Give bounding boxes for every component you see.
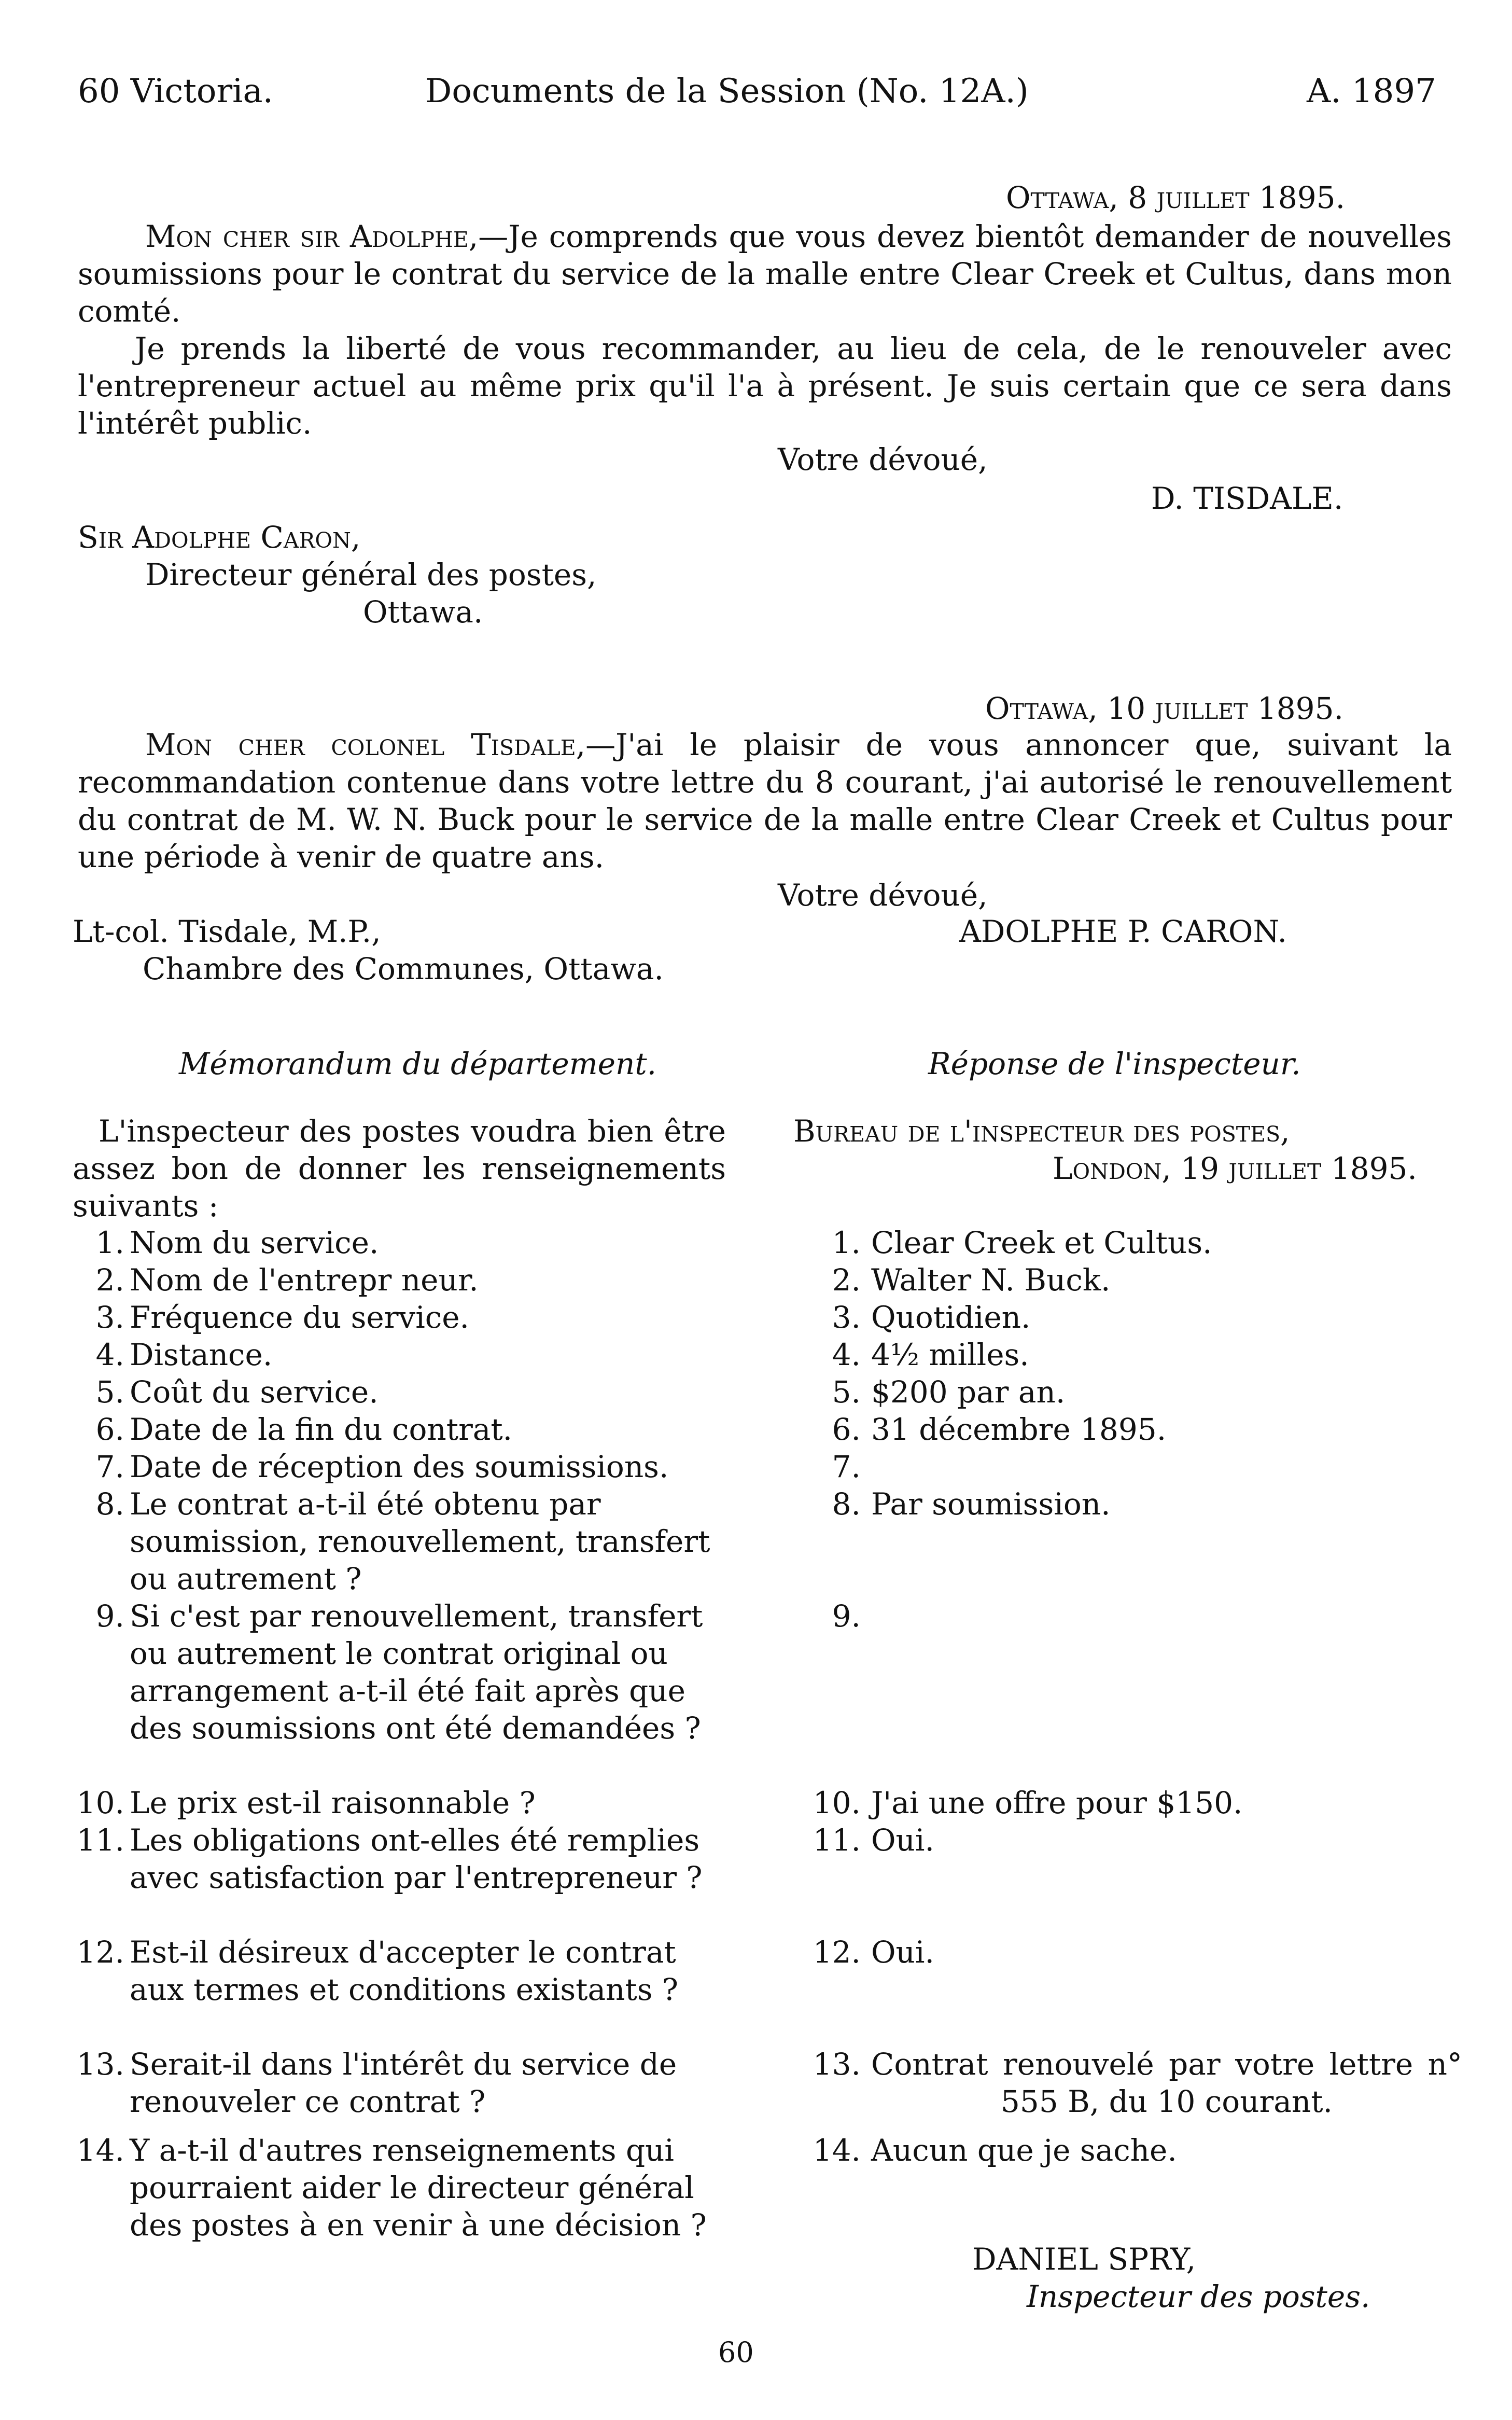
letter2-signature: ADOLPHE P. CARON. bbox=[959, 914, 1287, 949]
answer-text: Walter N. Buck. bbox=[871, 1262, 1111, 1298]
header-center: Documents de la Session (No. 12A.) bbox=[425, 72, 1029, 110]
answer-text: Quotidien. bbox=[871, 1300, 1031, 1335]
answer-text: 4½ milles. bbox=[871, 1337, 1029, 1372]
header-right: A. 1897 bbox=[1307, 72, 1436, 110]
letter2-place-date: Ottawa, 10 juillet 1895. bbox=[985, 691, 1343, 726]
answer-number: 7. bbox=[832, 1449, 861, 1484]
letter2-para1: —J'ai le plaisir de vous annoncer que, suivant la recommandation contenue dans votre lettre du 8 courant, j'ai autorisé le renouvellement du contrat de M. W. N. Buck pour le service de la malle entre Clear Creek et Cultus pour une période à venir de quatre ans. bbox=[78, 727, 1452, 874]
question-text: Nom de l'entrepr neur. bbox=[130, 1262, 479, 1298]
letter1-place-date: Ottawa, 8 juillet 1895. bbox=[1006, 180, 1346, 215]
answer-number: 14. bbox=[813, 2133, 861, 2168]
answer-text: Clear Creek et Cultus. bbox=[871, 1225, 1212, 1260]
letter1-paragraph-2: Je prends la liberté de vous recommander, au lieu de cela, de le renouveler avec l'entrepreneur actuel au même prix qu'il l'a à présent. Je suis certain que ce sera dans l'intérêt public. bbox=[78, 331, 1452, 441]
memo-right-heading: Réponse de l'inspecteur. bbox=[928, 1046, 1301, 1081]
question-text: Serait-il dans l'intérêt du service de renouveler ce contrat ? bbox=[130, 2047, 677, 2119]
question-number: 1. bbox=[95, 1225, 124, 1260]
question-number: 10. bbox=[76, 1785, 124, 1820]
answer-text: Oui. bbox=[871, 1823, 934, 1858]
letter1-paragraph-1 bbox=[78, 218, 1452, 330]
question-number: 14. bbox=[76, 2133, 124, 2168]
answer-text: $200 par an. bbox=[871, 1374, 1066, 1410]
question-number: 7. bbox=[95, 1449, 124, 1484]
question-number: 4. bbox=[95, 1337, 124, 1372]
question-text: Date de la fin du contrat. bbox=[130, 1412, 513, 1447]
letter1-recipient-name: Sir Adolphe Caron, bbox=[78, 520, 361, 555]
inspector-signature-title: Inspecteur des postes. bbox=[1027, 2279, 1370, 2314]
letter2-paragraph-1 bbox=[78, 726, 1452, 875]
letter1-recipient-city: Ottawa. bbox=[363, 594, 483, 630]
question-text: Est-il désireux d'accepter le contrat aux termes et conditions existants ? bbox=[130, 1935, 678, 2007]
letter1-signature: D. TISDALE. bbox=[1151, 481, 1343, 516]
question-number: 9. bbox=[95, 1598, 124, 1634]
inspector-office-date: London, 19 juillet 1895. bbox=[1053, 1151, 1417, 1186]
memo-left-heading: Mémorandum du département. bbox=[179, 1046, 657, 1081]
answer-number: 11. bbox=[813, 1823, 861, 1858]
answer-number: 3. bbox=[832, 1300, 861, 1335]
question-number: 2. bbox=[95, 1262, 124, 1298]
answer-text: Contrat renouvelé par votre lettre n° 555 B, du 10 courant. bbox=[871, 2047, 1462, 2119]
question-number: 6. bbox=[95, 1412, 124, 1447]
answer-number: 4. bbox=[832, 1337, 861, 1372]
answer-text: Aucun que je sache. bbox=[871, 2133, 1177, 2168]
answer-text: J'ai une offre pour $150. bbox=[871, 1785, 1243, 1820]
question-text: Le contrat a-t-il été obtenu par soumission, renouvellement, transfert ou autrement ? bbox=[130, 1486, 710, 1596]
letter2-recipient-name bbox=[73, 913, 381, 950]
answer-number: 1. bbox=[832, 1225, 861, 1260]
question-text: Date de réception des soumissions. bbox=[130, 1449, 669, 1484]
answer-number: 10. bbox=[813, 1785, 861, 1820]
question-number: 12. bbox=[76, 1935, 124, 1970]
letter1-closing: Votre dévoué, bbox=[778, 442, 988, 477]
question-number: 8. bbox=[95, 1486, 124, 1522]
letter2-closing: Votre dévoué, bbox=[778, 878, 988, 913]
answer-number: 6. bbox=[832, 1412, 861, 1447]
question-number: 3. bbox=[95, 1300, 124, 1335]
answer-text: Par soumission. bbox=[871, 1486, 1111, 1522]
letter1-para1: —Je comprends que vous devez bientôt demander de nouvelles soumissions pour le contrat du service de la malle entre Clear Creek et Cultus, dans mon comté. bbox=[78, 219, 1452, 329]
inspector-signature: DANIEL SPRY, bbox=[972, 2242, 1196, 2277]
letter1-salutation: Mon cher sir Adolphe, bbox=[145, 219, 479, 254]
question-text: Distance. bbox=[130, 1337, 273, 1372]
memo-intro: L'inspecteur des postes voudra bien être assez bon de donner les renseignements suivants : bbox=[73, 1114, 726, 1223]
question-text: Si c'est par renouvellement, transfert ou autrement le contrat original ou arrangement a-t-il été fait après que des soumissions ont été demandées ? bbox=[130, 1598, 703, 1746]
question-text: Le prix est-il raisonnable ? bbox=[130, 1785, 536, 1820]
letter2-salutation: Mon cher colonel Tisdale, bbox=[145, 727, 586, 762]
answer-text: 31 décembre 1895. bbox=[871, 1412, 1167, 1447]
header-left: 60 Victoria. bbox=[78, 72, 273, 110]
answer-number: 12. bbox=[813, 1935, 861, 1970]
question-text: Fréquence du service. bbox=[130, 1300, 469, 1335]
answer-number: 9. bbox=[832, 1598, 861, 1634]
question-number: 5. bbox=[95, 1374, 124, 1410]
question-number: 13. bbox=[76, 2047, 124, 2082]
inspector-office: Bureau de l'inspecteur des postes, bbox=[793, 1114, 1290, 1149]
answer-text: Oui. bbox=[871, 1935, 934, 1970]
question-text: Les obligations ont-elles été remplies avec satisfaction par l'entrepreneur ? bbox=[130, 1823, 703, 1895]
question-text: Nom du service. bbox=[130, 1225, 379, 1260]
page-number: 60 bbox=[718, 2336, 754, 2369]
question-number: 11. bbox=[76, 1823, 124, 1858]
answer-number: 8. bbox=[832, 1486, 861, 1522]
letter2-recipient-address: Chambre des Communes, Ottawa. bbox=[143, 951, 664, 986]
answer-number: 2. bbox=[832, 1262, 861, 1298]
letter2-recipient-name-text: Lt-col. Tisdale, M.P., bbox=[73, 914, 381, 949]
answer-number: 5. bbox=[832, 1374, 861, 1410]
letter1-recipient-title: Directeur général des postes, bbox=[145, 557, 597, 592]
answer-number: 13. bbox=[813, 2047, 861, 2082]
question-text: Y a-t-il d'autres renseignements qui pourraient aider le directeur général des postes à en venir à une décision ? bbox=[130, 2133, 707, 2243]
question-text: Coût du service. bbox=[130, 1374, 379, 1410]
